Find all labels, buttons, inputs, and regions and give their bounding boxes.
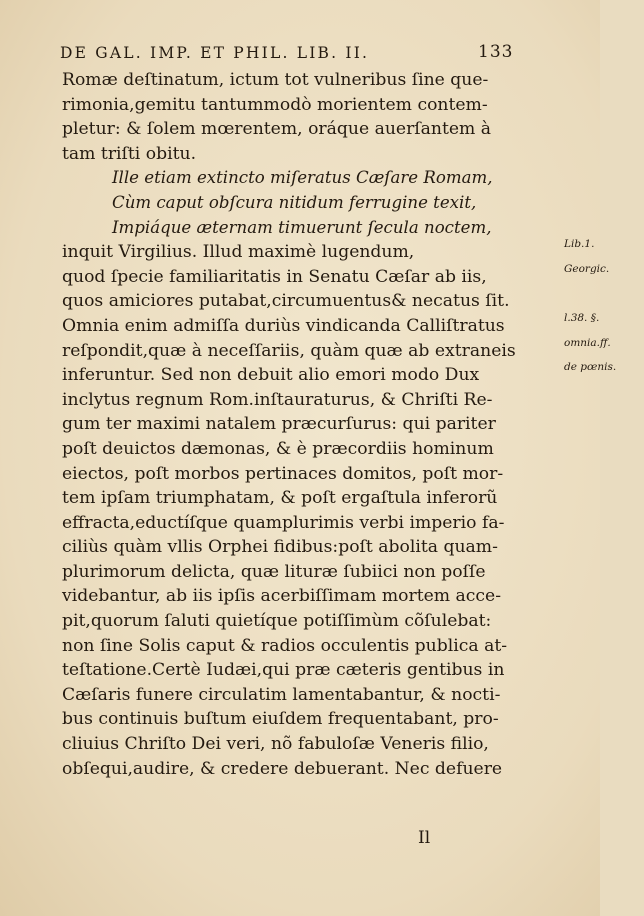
- text-line: Cæſaris funere circulatim lamentabantur, & nocti-: [62, 684, 501, 705]
- text-line: eiectos, poſt morbos pertinaces domitos, poſt mor-: [62, 463, 504, 484]
- text-line: Omnia enim admiſſa duriùs vindicanda Calliſtratus: [62, 315, 505, 336]
- text-line: inquit Virgilius. Illud maximè lugendum,: [62, 242, 415, 263]
- text-line: videbantur, ab iis ipſis acerbiſſimam mortem acce-: [62, 586, 502, 607]
- margin-note: Georgic.: [564, 262, 610, 275]
- margin-note: Lib.1.: [564, 238, 595, 251]
- text-line: rimonia,gemitu tantummodò morientem contem-: [62, 94, 488, 115]
- text-line: plurimorum delicta, quæ lituræ ſubiici non poſſe: [62, 561, 486, 582]
- text-line: obſequi,audire, & credere debuerant. Nec defuere: [62, 758, 503, 779]
- text-line: pit,quorum ſaluti quietíque potiſſimùm cõſulebat:: [62, 611, 492, 632]
- running-title: DE GAL. IMP. ET PHIL. LIB. II.: [60, 44, 370, 62]
- margin-note: l.38. §.: [564, 312, 600, 324]
- text-line: non ſine Solis caput & radios occulentis publica at-: [62, 635, 508, 656]
- text-line: quod ſpecie familiaritatis in Senatu Cæſar ab iis,: [62, 266, 487, 287]
- text-line: tem ipſam triumphatam, & poſt ergaſtula inferorũ: [62, 488, 498, 509]
- text-line: effracta,eductíſque quamplurimis verbi imperio fa-: [62, 512, 505, 533]
- text-line: teſtatione.Certè Iudæi,qui præ cæteris gentibus in: [62, 660, 505, 681]
- margin-note: de pœnis.: [564, 361, 617, 374]
- text-line: reſpondit,quæ à neceſſariis, quàm quæ ab extraneis: [62, 340, 516, 361]
- verse-line: Ille etiam extincto miſeratus Cæſare Romam,: [112, 168, 493, 188]
- text-line: inclytus regnum Rom.inſtauraturus, & Chriſti Re-: [62, 389, 493, 410]
- text-line: cliuius Chriſto Dei veri, nõ fabuloſæ Veneris filio,: [62, 734, 489, 755]
- text-line: Romæ deſtinatum, ictum tot vulneribus ſine que-: [62, 70, 489, 90]
- margin-note: omnia.ff.: [564, 336, 611, 349]
- text-line: ciliùs quàm vllis Orphei fidibus:poſt abolita quam-: [62, 537, 498, 558]
- text-lines: [62, 68, 516, 781]
- text-line: gum ter maximi natalem præcurſurus: qui pariter: [62, 414, 496, 435]
- text-block: [62, 68, 617, 781]
- verse-line: Cùm caput obſcura nitidum ferrugine texit,: [112, 192, 477, 212]
- text-line: poſt deuictos dæmonas, & è præcordiis hominum: [62, 438, 494, 459]
- verse-line: Impiáque æternam timuerunt ſecula noctem,: [112, 217, 492, 237]
- text-line: quos amiciores putabat,circumuentus& necatus ſit.: [62, 291, 510, 312]
- catchword: Il: [418, 828, 431, 848]
- text-line: tam triſti obitu.: [62, 143, 197, 164]
- text-line: pletur: & ſolem mœrentem, oráque auerſantem à: [62, 119, 492, 140]
- text-line: bus continuis buſtum eiuſdem frequentabant, pro-: [62, 709, 499, 730]
- page-number: 133: [478, 42, 514, 62]
- text-line: inferuntur. Sed non debuit alio emori modo Dux: [62, 365, 480, 386]
